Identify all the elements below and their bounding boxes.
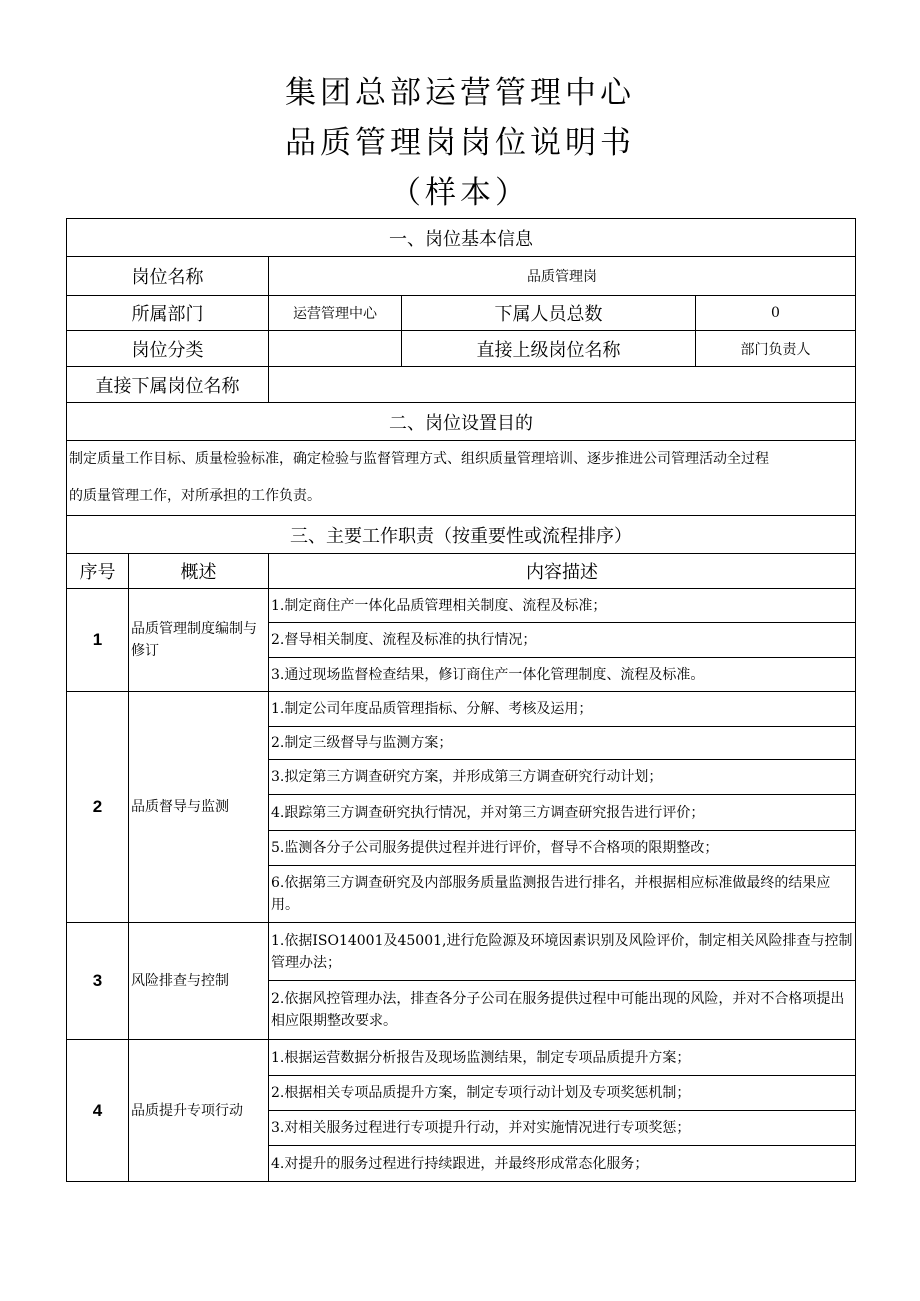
title-line-2: 品质管理岗岗位说明书 [285,125,635,161]
section-purpose-heading: 二、岗位设置目的 [67,403,856,441]
subordinate-count-value: 0 [696,296,856,331]
duty-item: 2.依据风控管理办法，排查各分子公司在服务提供过程中可能出现的风险，并对不合格项提出相应限期整改要求。 [269,981,856,1040]
duty-item: 2.督导相关制度、流程及标准的执行情况； [269,623,856,658]
duty-item: 1.根据运营数据分析报告及现场监测结果，制定专项品质提升方案； [269,1040,856,1076]
duty-item: 3.拟定第三方调查研究方案，并形成第三方调查研究行动计划； [269,760,856,795]
purpose-line-2: 的质量管理工作，对所承担的工作负责。 [69,488,321,504]
duty-item: 3.对相关服务过程进行专项提升行动，并对实施情况进行专项奖惩； [269,1111,856,1146]
direct-subordinate-value [269,367,856,403]
category-label: 岗位分类 [67,331,269,367]
duty-item: 1.制定公司年度品质管理指标、分解、考核及运用； [269,692,856,727]
purpose-text [67,441,856,516]
duty-item: 4.跟踪第三方调查研究执行情况，并对第三方调查研究报告进行评价； [269,795,856,831]
position-name-label: 岗位名称 [67,257,269,296]
duty-item: 1.依据ISO14001及45001,进行危险源及环境因素识别及风险评价，制定相关风险排查与控制管理办法； [269,923,856,981]
duty-seq: 3 [67,923,129,1040]
department-value: 运营管理中心 [269,296,402,331]
section-duties-heading: 三、主要工作职责（按重要性或流程排序） [67,516,856,554]
department-label: 所属部门 [67,296,269,331]
duty-item: 2.根据相关专项品质提升方案，制定专项行动计划及专项奖惩机制； [269,1076,856,1111]
duty-summary: 风险排查与控制 [129,923,269,1040]
duty-summary: 品质管理制度编制与修订 [129,589,269,692]
position-name-value: 品质管理岗 [269,257,856,296]
column-header-description: 内容描述 [269,554,856,589]
duty-seq: 2 [67,692,129,923]
title-line-1: 集团总部运营管理中心 [285,75,635,111]
duty-item: 6.依据第三方调查研究及内部服务质量监测报告进行排名，并根据相应标准做最终的结果应用。 [269,866,856,923]
duty-summary: 品质提升专项行动 [129,1040,269,1182]
duty-item: 4.对提升的服务过程进行持续跟进，并最终形成常态化服务； [269,1146,856,1182]
duty-item: 2.制定三级督导与监测方案； [269,727,856,760]
duty-item: 1.制定商住产一体化品质管理相关制度、流程及标准； [269,589,856,623]
column-header-summary: 概述 [129,554,269,589]
duty-summary: 品质督导与监测 [129,692,269,923]
superior-value: 部门负责人 [696,331,856,367]
title-line-3: （样本） [390,175,530,211]
job-description-table [66,218,856,1182]
subordinate-count-label: 下属人员总数 [402,296,696,331]
section-basic-info-heading: 一、岗位基本信息 [67,219,856,257]
duty-item: 3.通过现场监督检查结果，修订商住产一体化管理制度、流程及标准。 [269,658,856,692]
duty-item: 5.监测各分子公司服务提供过程并进行评价，督导不合格项的限期整改； [269,831,856,866]
purpose-line-1: 制定质量工作目标、质量检验标准，确定检验与监督管理方式、组织质量管理培训、逐步推进公司管理活动全过程 [69,451,769,467]
duty-seq: 4 [67,1040,129,1182]
category-value [269,331,402,367]
document-title [0,68,920,218]
direct-subordinate-label: 直接下属岗位名称 [67,367,269,403]
superior-label: 直接上级岗位名称 [402,331,696,367]
duty-seq: 1 [67,589,129,692]
column-header-seq: 序号 [67,554,129,589]
